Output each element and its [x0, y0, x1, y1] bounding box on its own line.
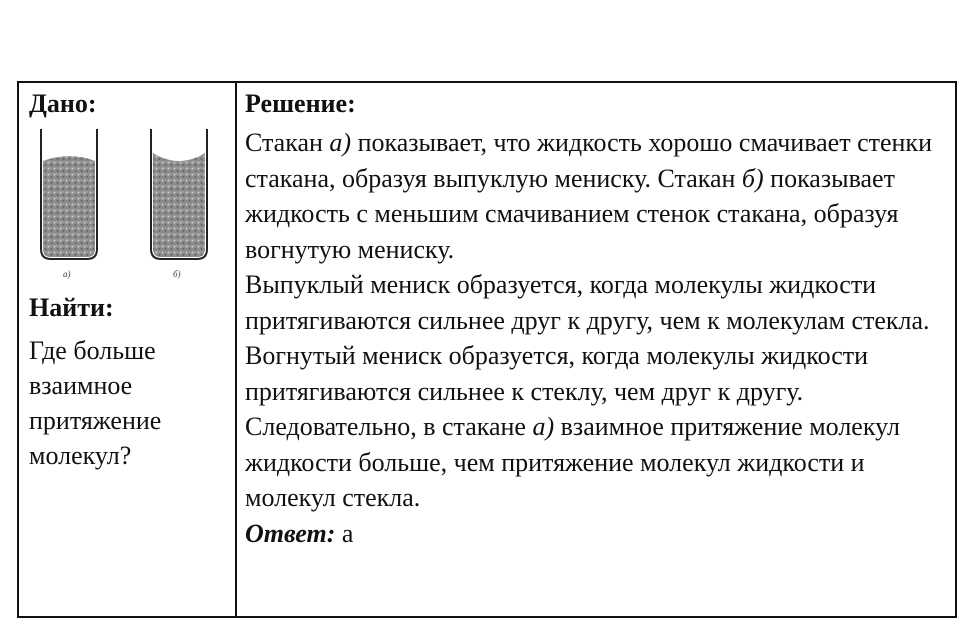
- beaker-a: [41, 129, 97, 259]
- p1-label-a: а): [329, 128, 352, 157]
- task-table: [17, 81, 957, 618]
- find-heading: Найти:: [29, 293, 114, 322]
- p1-label-b: б): [741, 163, 764, 193]
- column-divider: [235, 83, 237, 616]
- solution-paragraph-2: Выпуклый мениск образуется, когда молекулы жидкости притягиваются сильнее друг к другу, чем к молекулам стекла. Вогнутый мениск образуется, когда молекулы жидкости притягиваются сильнее к стеклу, чем друг к другу.: [245, 270, 930, 406]
- beakers-figure: [29, 125, 227, 285]
- p1-text-2: показывает, что жидкость хорошо смачивает стенки стакана, образуя выпуклую мениску. Стакан: [245, 128, 932, 193]
- beaker-b: [151, 129, 207, 259]
- p1-text-3: показывает жидкость с меньшим смачиванием стенок стакана, образуя вогнутую мениску.: [245, 163, 899, 264]
- figure-label-b: б): [173, 269, 181, 279]
- figure-label-a: а): [63, 269, 71, 279]
- given-column: [29, 89, 227, 499]
- given-heading: Дано:: [29, 89, 97, 118]
- answer-value: а: [335, 518, 354, 548]
- solution-paragraph-3: [245, 409, 950, 516]
- beakers-illustration: [29, 125, 227, 285]
- p1-text-1: Стакан: [245, 128, 330, 157]
- find-question: Где больше взаимное притяжение молекул?: [29, 336, 162, 470]
- answer-label: Ответ:: [245, 518, 336, 548]
- answer-line: [245, 516, 950, 552]
- p3-text-1: Следовательно, в стакане: [245, 412, 533, 441]
- p3-label-a: а): [532, 412, 555, 441]
- solution-heading: Решение:: [245, 89, 356, 118]
- p3-text-2: взаимное притяжение молекул жидкости больше, чем притяжение молекул жидкости и молекул стекла.: [245, 412, 900, 512]
- solution-paragraph-1: [245, 125, 950, 267]
- solution-column: [245, 89, 950, 551]
